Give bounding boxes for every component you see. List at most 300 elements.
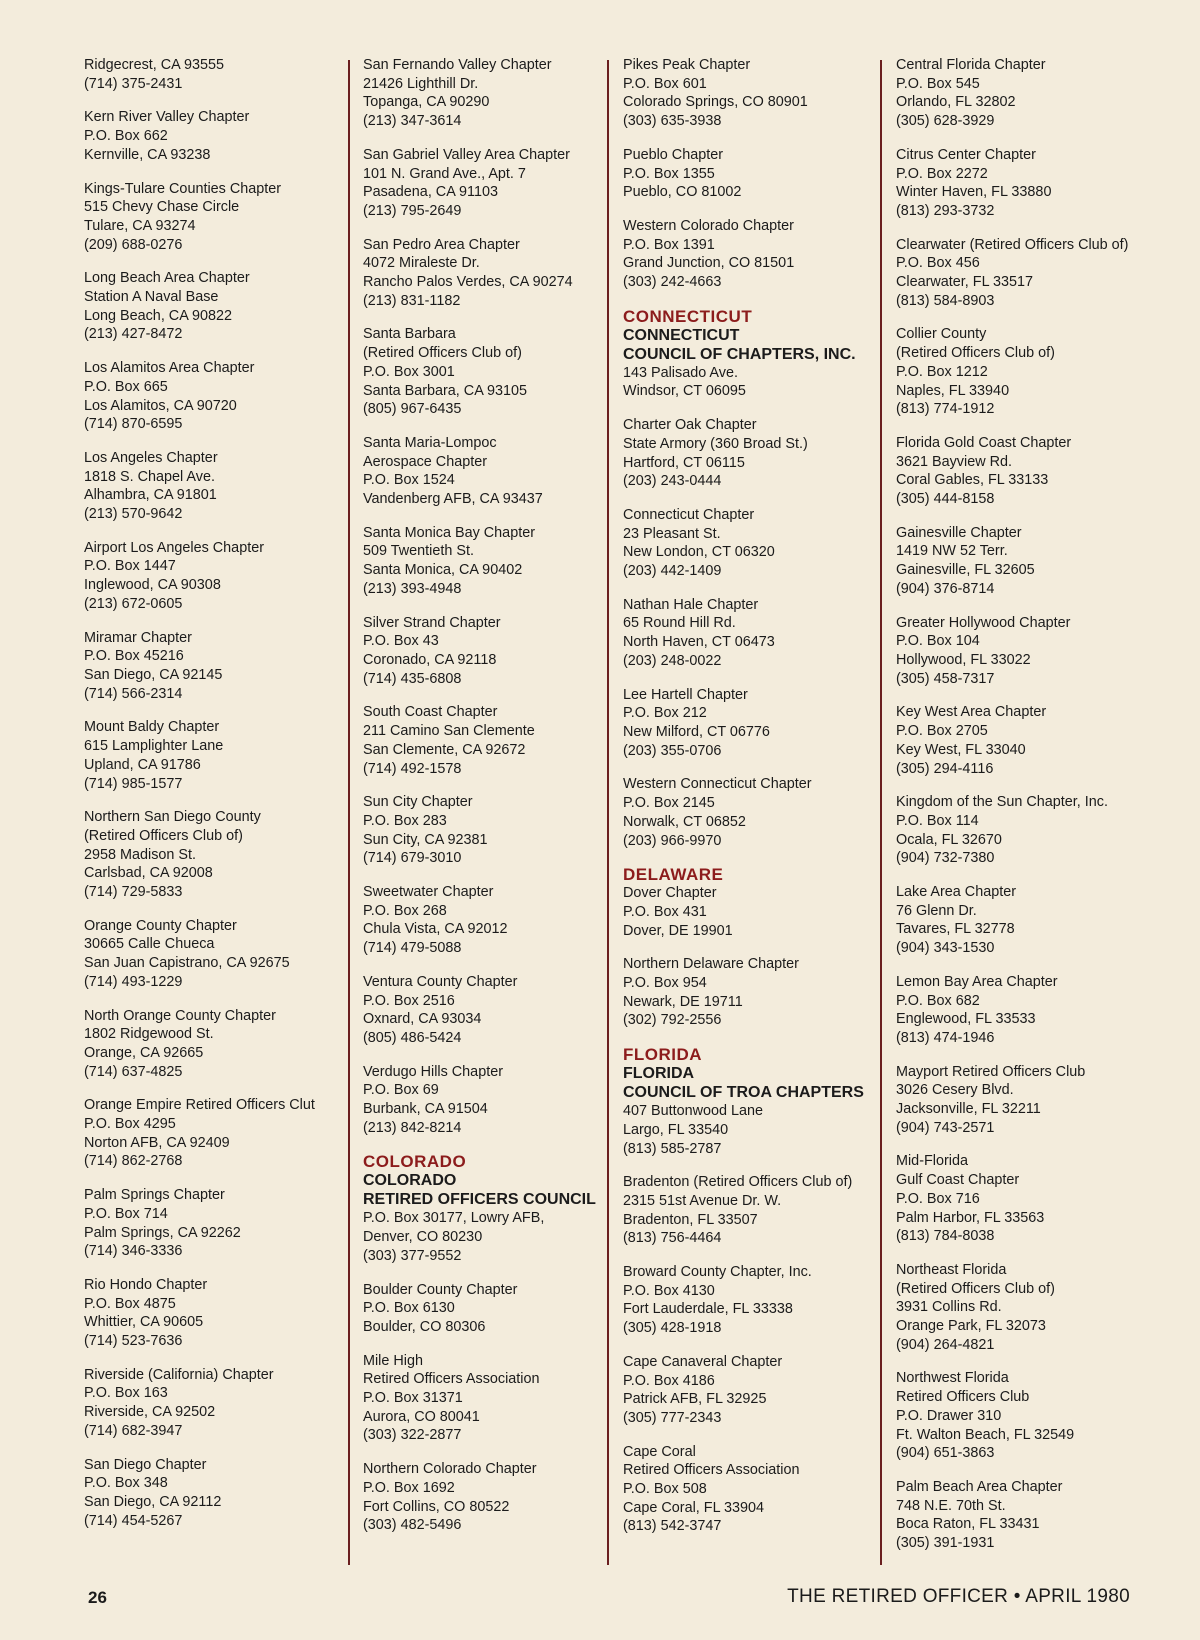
entry-name: Nathan Hale Chapter (623, 596, 759, 613)
entry-name: Key West Area Chapter (896, 704, 1047, 721)
entry-line: Retired Officers Association (363, 1371, 540, 1388)
directory-entry (363, 1460, 608, 1535)
entry-line: (303) 377-9552 (363, 1247, 462, 1264)
entry-line: Hollywood, FL 33022 (896, 651, 1031, 668)
entry-name: Orange County Chapter (84, 917, 237, 934)
directory-entry (84, 1186, 334, 1261)
entry-line: (813) 542-3747 (623, 1518, 722, 1535)
entry-line: (904) 743-2571 (896, 1119, 995, 1136)
entry-name: Northern San Diego County (84, 809, 261, 826)
entry-line: 65 Round Hill Rd. (623, 615, 736, 632)
entry-line: Los Alamitos, CA 90720 (84, 397, 237, 414)
entry-line: P.O. Box 682 (896, 992, 980, 1009)
entry-line: (303) 635-3938 (623, 113, 722, 130)
directory-entry (363, 973, 608, 1048)
entry-line: Retired Officers Club (896, 1389, 1030, 1406)
directory-entry (896, 703, 1186, 778)
directory-entry (623, 1173, 878, 1248)
directory-entry (896, 614, 1186, 689)
entry-line: P.O. Box 69 (363, 1082, 439, 1099)
entry-line: 21426 Lighthill Dr. (363, 75, 479, 92)
entry-line: (813) 585-2787 (623, 1140, 722, 1157)
entry-line: (714) 493-1229 (84, 973, 183, 990)
entry-name: Kingdom of the Sun Chapter, Inc. (896, 794, 1108, 811)
entry-line: P.O. Box 431 (623, 903, 707, 920)
state-heading: CONNECTICUT (623, 306, 753, 326)
entry-line: (714) 870-6595 (84, 416, 183, 433)
entry-line: Carlsbad, CA 92008 (84, 865, 213, 882)
directory-entry (623, 1263, 878, 1338)
entry-line: Palm Harbor, FL 33563 (896, 1209, 1045, 1226)
entry-line: Chula Vista, CA 92012 (363, 921, 508, 938)
entry-line: Patrick AFB, FL 32925 (623, 1391, 767, 1408)
entry-line: P.O. Box 1447 (84, 558, 176, 575)
entry-line: Gulf Coast Chapter (896, 1172, 1020, 1189)
entry-name: 407 Buttonwood Lane (623, 1103, 764, 1120)
entry-line: 515 Chevy Chase Circle (84, 199, 240, 216)
directory-entry (84, 718, 334, 793)
entry-line: (813) 474-1946 (896, 1029, 995, 1046)
entry-line: 30665 Calle Chueca (84, 936, 215, 953)
directory-entry (896, 1152, 1186, 1246)
entry-name: Bradenton (Retired Officers Club of) (623, 1174, 853, 1191)
entry-line: P.O. Box 4875 (84, 1295, 176, 1312)
entry-line: Whittier, CA 90605 (84, 1314, 204, 1331)
entry-name: Cape Coral (623, 1443, 696, 1460)
entry-name: Sun City Chapter (363, 794, 473, 811)
entry-line: 76 Glenn Dr. (896, 902, 977, 919)
entry-name: Boulder County Chapter (363, 1281, 518, 1298)
entry-line: Orange, CA 92665 (84, 1044, 204, 1061)
directory-entry (363, 883, 608, 958)
entry-line: (213) 842-8214 (363, 1119, 462, 1136)
entry-line: (213) 831-1182 (363, 292, 461, 309)
directory-entry (623, 307, 878, 401)
entry-name: Pikes Peak Chapter (623, 57, 751, 73)
directory-entry (84, 1366, 334, 1441)
entry-line: P.O. Box 6130 (363, 1300, 455, 1317)
entry-name: Connecticut Chapter (623, 506, 755, 523)
entry-line: (714) 729-5833 (84, 884, 183, 901)
entry-line: Colorado Springs, CO 80901 (623, 94, 808, 111)
entry-name: Northeast Florida (896, 1261, 1007, 1278)
entry-name: San Fernando Valley Chapter (363, 57, 552, 73)
directory-entry (896, 146, 1186, 221)
directory-entry (363, 1063, 608, 1138)
directory-entry (623, 217, 878, 292)
entry-line: 23 Pleasant St. (623, 525, 721, 542)
entry-line: 2315 51st Avenue Dr. W. (623, 1192, 782, 1209)
entry-name: Dover Chapter (623, 885, 717, 902)
entry-line: (714) 454-5267 (84, 1512, 183, 1529)
entry-line: Inglewood, CA 90308 (84, 577, 221, 594)
entry-line: (904) 264-4821 (896, 1336, 995, 1353)
entry-line: Boulder, CO 80306 (363, 1318, 486, 1335)
entry-name: Collier County (896, 326, 987, 343)
entry-line: (714) 435-6808 (363, 670, 462, 687)
entry-line: Dover, DE 19901 (623, 922, 733, 939)
entry-name: Riverside (California) Chapter (84, 1366, 274, 1383)
directory-entry (84, 917, 334, 992)
directory-entry (896, 236, 1186, 311)
entry-line: Santa Barbara, CA 93105 (363, 382, 528, 399)
directory-entry (84, 1456, 334, 1531)
entry-line: Oxnard, CA 93034 (363, 1011, 482, 1028)
entry-line: Cape Coral, FL 33904 (623, 1499, 765, 1516)
directory-entry (896, 434, 1186, 509)
entry-line: Windsor, CT 06095 (623, 383, 746, 400)
entry-line: P.O. Box 2516 (363, 992, 455, 1009)
directory-entry (84, 539, 334, 614)
directory-entry (623, 596, 878, 671)
entry-name: Mid-Florida (896, 1153, 968, 1170)
entry-name: Santa Barbara (363, 326, 456, 343)
entry-line: (904) 651-3863 (896, 1445, 995, 1462)
entry-line: P.O. Box 545 (896, 75, 980, 92)
directory-entry (896, 56, 1186, 131)
entry-line: P.O. Box 2272 (896, 165, 988, 182)
directory-entry (623, 865, 878, 940)
entry-line: 509 Twentieth St. (363, 543, 474, 560)
council-heading: FLORIDA (623, 1065, 695, 1083)
state-heading: DELAWARE (623, 865, 724, 885)
entry-line: Clearwater, FL 33517 (896, 274, 1034, 291)
entry-line: (302) 792-2556 (623, 1012, 722, 1029)
directory-entry (623, 56, 878, 131)
entry-line: Newark, DE 19711 (623, 993, 743, 1010)
entry-line: P.O. Box 4186 (623, 1372, 715, 1389)
entry-name: South Coast Chapter (363, 704, 498, 721)
entry-line: Santa Monica, CA 90402 (363, 562, 523, 579)
entry-line: Fort Collins, CO 80522 (363, 1498, 510, 1515)
entry-line: P.O. Drawer 310 (896, 1407, 1002, 1424)
directory-entry (84, 1007, 334, 1082)
entry-name: Santa Maria-Lompoc (363, 434, 497, 451)
entry-line: 3931 Collins Rd. (896, 1299, 1002, 1316)
entry-line: (904) 343-1530 (896, 940, 995, 957)
entry-line: 3026 Cesery Blvd. (896, 1082, 1014, 1099)
directory-entry (84, 269, 334, 344)
directory-entry (363, 524, 608, 599)
entry-name: Los Angeles Chapter (84, 449, 218, 466)
entry-line: (805) 967-6435 (363, 401, 462, 418)
directory-entry (84, 180, 334, 255)
council-heading: COLORADO (363, 1172, 457, 1190)
entry-name: Lake Area Chapter (896, 884, 1017, 901)
council-heading: COUNCIL OF CHAPTERS, INC. (623, 345, 856, 363)
entry-line: Englewood, FL 33533 (896, 1011, 1036, 1028)
directory-entry (84, 108, 334, 164)
entry-line: Norton AFB, CA 92409 (84, 1134, 230, 1151)
entry-line: (Retired Officers Club of) (896, 1280, 1055, 1297)
entry-name: Ridgecrest, CA 93555 (84, 57, 224, 73)
directory-entry (363, 1152, 608, 1265)
directory-entry (363, 56, 608, 131)
entry-line: P.O. Box 114 (896, 812, 979, 829)
entry-name: Palm Springs Chapter (84, 1187, 225, 1204)
entry-line: Coral Gables, FL 33133 (896, 472, 1049, 489)
directory-entry (363, 146, 608, 221)
entry-name: Verdugo Hills Chapter (363, 1063, 503, 1080)
entry-line: P.O. Box 508 (623, 1481, 707, 1498)
directory-entry (84, 808, 334, 902)
directory-column-3 (623, 56, 878, 1566)
entry-line: San Diego, CA 92112 (84, 1494, 222, 1510)
entry-name: Clearwater (Retired Officers Club of) (896, 236, 1129, 253)
entry-line: (714) 492-1578 (363, 760, 462, 777)
entry-line: 101 N. Grand Ave., Apt. 7 (363, 165, 526, 182)
entry-name: Citrus Center Chapter (896, 146, 1036, 163)
directory-entry (363, 703, 608, 778)
page-number: 26 (88, 1588, 107, 1607)
column-rule (880, 60, 882, 1565)
entry-name: San Pedro Area Chapter (363, 236, 520, 253)
directory-entry (84, 56, 334, 93)
directory-entry (896, 793, 1186, 868)
entry-line: (213) 795-2649 (363, 202, 462, 219)
entry-name: Mayport Retired Officers Club (896, 1063, 1086, 1080)
entry-line: Upland, CA 91786 (84, 756, 201, 773)
entry-line: (904) 732-7380 (896, 850, 995, 867)
directory-column-2 (363, 56, 608, 1566)
entry-name: Broward County Chapter, Inc. (623, 1264, 812, 1281)
directory-column-4 (896, 56, 1186, 1566)
entry-line: (213) 347-3614 (363, 113, 462, 130)
entry-line: (203) 355-0706 (623, 742, 722, 759)
entry-line: P.O. Box 104 (896, 633, 980, 650)
entry-line: (813) 774-1912 (896, 401, 995, 418)
entry-name: Silver Strand Chapter (363, 614, 501, 631)
entry-line: (305) 458-7317 (896, 670, 995, 687)
entry-line: Fort Lauderdale, FL 33338 (623, 1301, 793, 1318)
entry-line: Coronado, CA 92118 (363, 651, 497, 668)
entry-line: P.O. Box 1355 (623, 165, 715, 182)
entry-line: Aerospace Chapter (363, 453, 487, 470)
directory-entry (896, 1369, 1186, 1463)
entry-line: (813) 293-3732 (896, 202, 995, 219)
entry-line: New Milford, CT 06776 (623, 723, 770, 740)
council-heading: RETIRED OFFICERS COUNCIL (363, 1191, 596, 1209)
entry-name: Lemon Bay Area Chapter (896, 973, 1058, 990)
entry-line: P.O. Box 45216 (84, 648, 184, 665)
entry-line: Pasadena, CA 91103 (363, 184, 498, 201)
entry-line: (714) 679-3010 (363, 850, 462, 867)
entry-line: Tulare, CA 93274 (84, 217, 196, 234)
entry-line: (305) 294-4116 (896, 760, 994, 777)
directory-entry (623, 146, 878, 202)
entry-line: Topanga, CA 90290 (363, 94, 490, 111)
entry-line: (Retired Officers Club of) (896, 345, 1055, 362)
entry-name: Cape Canaveral Chapter (623, 1353, 783, 1370)
entry-name: Northern Colorado Chapter (363, 1461, 537, 1478)
entry-name: Northwest Florida (896, 1370, 1009, 1387)
entry-line: (213) 393-4948 (363, 580, 462, 597)
entry-line: P.O. Box 665 (84, 378, 168, 395)
directory-entry (623, 775, 878, 850)
entry-line: Orange Park, FL 32073 (896, 1318, 1046, 1335)
directory-entry (623, 1443, 878, 1537)
entry-line: (714) 566-2314 (84, 685, 183, 702)
entry-line: P.O. Box 4130 (623, 1282, 715, 1299)
entry-name: San Gabriel Valley Area Chapter (363, 146, 570, 163)
entry-line: P.O. Box 268 (363, 902, 447, 919)
entry-line: (303) 482-5496 (363, 1517, 462, 1534)
entry-line: (Retired Officers Club of) (363, 345, 522, 362)
entry-line: Riverside, CA 92502 (84, 1404, 216, 1421)
entry-line: (714) 682-3947 (84, 1422, 183, 1439)
entry-line: Naples, FL 33940 (896, 382, 1010, 399)
entry-line: San Juan Capistrano, CA 92675 (84, 955, 290, 972)
entry-line: (305) 777-2343 (623, 1409, 722, 1426)
directory-entry (896, 325, 1186, 419)
entry-line: Sun City, CA 92381 (363, 831, 488, 848)
entry-line: P.O. Box 2145 (623, 795, 715, 812)
entry-name: Mount Baldy Chapter (84, 719, 220, 736)
entry-line: 748 N.E. 70th St. (896, 1497, 1006, 1514)
entry-line: P.O. Box 2705 (896, 723, 988, 740)
entry-name: Central Florida Chapter (896, 57, 1046, 73)
council-heading: COUNCIL OF TROA CHAPTERS (623, 1084, 864, 1102)
entry-line: Palm Springs, CA 92262 (84, 1224, 241, 1241)
state-heading: FLORIDA (623, 1045, 703, 1065)
entry-name: Santa Monica Bay Chapter (363, 524, 535, 541)
entry-line: Retired Officers Association (623, 1462, 800, 1479)
entry-name: Greater Hollywood Chapter (896, 614, 1071, 631)
entry-name: 143 Palisado Ave. (623, 364, 738, 381)
entry-line: Denver, CO 80230 (363, 1229, 483, 1246)
directory-entry (84, 629, 334, 704)
entry-line: P.O. Box 1524 (363, 472, 455, 489)
entry-name: Florida Gold Coast Chapter (896, 434, 1072, 451)
entry-line: 1802 Ridgewood St. (84, 1026, 214, 1043)
directory-entry (623, 1045, 878, 1158)
entry-line: Largo, FL 33540 (623, 1121, 729, 1138)
directory-entry (896, 973, 1186, 1048)
entry-line: P.O. Box 1692 (363, 1479, 455, 1496)
entry-line: North Haven, CT 06473 (623, 634, 775, 651)
entry-line: P.O. Box 1212 (896, 363, 988, 380)
entry-name: Western Colorado Chapter (623, 217, 794, 234)
directory-entry (84, 449, 334, 524)
entry-line: Aurora, CO 80041 (363, 1408, 480, 1425)
entry-name: Sweetwater Chapter (363, 884, 494, 901)
directory-entry (623, 955, 878, 1030)
entry-name: P.O. Box 30177, Lowry AFB, (363, 1210, 545, 1227)
entry-line: 1818 S. Chapel Ave. (84, 468, 215, 485)
entry-name: Northern Delaware Chapter (623, 956, 799, 973)
entry-line: Pueblo, CO 81002 (623, 184, 742, 201)
entry-line: (203) 243-0444 (623, 473, 722, 490)
entry-line: (714) 523-7636 (84, 1333, 183, 1350)
entry-line: San Clemente, CA 92672 (363, 741, 526, 758)
directory-entry (623, 1353, 878, 1428)
entry-line: P.O. Box 212 (623, 705, 707, 722)
directory-entry (363, 1352, 608, 1446)
entry-name: Kings-Tulare Counties Chapter (84, 180, 282, 197)
entry-name: Airport Los Angeles Chapter (84, 539, 264, 556)
entry-line: (714) 637-4825 (84, 1063, 183, 1080)
entry-line: 615 Lamplighter Lane (84, 738, 224, 755)
directory-entry (84, 1096, 334, 1171)
entry-line: (203) 442-1409 (623, 563, 722, 580)
column-rule (348, 60, 350, 1565)
entry-line: P.O. Box 716 (896, 1190, 980, 1207)
entry-line: San Diego, CA 92145 (84, 666, 223, 683)
entry-line: (209) 688-0276 (84, 236, 183, 253)
council-heading: CONNECTICUT (623, 326, 740, 344)
directory-entry (623, 506, 878, 581)
entry-line: (813) 584-8903 (896, 292, 995, 309)
entry-line: (303) 322-2877 (363, 1427, 462, 1444)
entry-line: Tavares, FL 32778 (896, 921, 1015, 938)
entry-name: San Diego Chapter (84, 1456, 207, 1473)
entry-line: Ft. Walton Beach, FL 32549 (896, 1426, 1075, 1443)
entry-line: P.O. Box 43 (363, 633, 439, 650)
entry-line: (305) 628-3929 (896, 113, 995, 130)
entry-line: Boca Raton, FL 33431 (896, 1516, 1040, 1533)
entry-line: Ocala, FL 32670 (896, 831, 1002, 848)
entry-name: Los Alamitos Area Chapter (84, 360, 255, 377)
entry-name: Pueblo Chapter (623, 146, 724, 163)
entry-line: Station A Naval Base (84, 289, 219, 306)
entry-line: (305) 444-8158 (896, 491, 995, 508)
directory-entry (896, 1261, 1186, 1355)
entry-name: Charter Oak Chapter (623, 417, 757, 434)
entry-line: P.O. Box 283 (363, 812, 447, 829)
directory-entry (623, 416, 878, 491)
entry-line: P.O. Box 31371 (363, 1390, 463, 1407)
entry-line: 211 Camino San Clemente (363, 723, 535, 740)
entry-line: Burbank, CA 91504 (363, 1101, 488, 1118)
directory-entry (363, 793, 608, 868)
directory-entry (896, 1063, 1186, 1138)
directory-entry (363, 614, 608, 689)
entry-line: P.O. Box 954 (623, 975, 707, 992)
entry-line: P.O. Box 662 (84, 128, 168, 145)
entry-line: (714) 985-1577 (84, 775, 183, 792)
entry-line: Gainesville, FL 32605 (896, 562, 1035, 579)
entry-name: Western Connecticut Chapter (623, 776, 812, 793)
entry-line: P.O. Box 456 (896, 255, 980, 272)
entry-line: (303) 242-4663 (623, 274, 722, 291)
entry-line: P.O. Box 4295 (84, 1116, 176, 1133)
entry-line: New London, CT 06320 (623, 544, 775, 561)
directory-entry (896, 524, 1186, 599)
entry-line: Hartford, CT 06115 (623, 454, 745, 471)
entry-line: (904) 376-8714 (896, 580, 995, 597)
entry-name: North Orange County Chapter (84, 1007, 276, 1024)
directory-entry (363, 325, 608, 419)
entry-line: P.O. Box 601 (623, 75, 707, 92)
entry-line: Long Beach, CA 90822 (84, 307, 233, 324)
entry-line: Norwalk, CT 06852 (623, 813, 746, 830)
entry-name: Lee Hartell Chapter (623, 686, 748, 703)
state-heading: COLORADO (363, 1152, 467, 1172)
entry-line: Winter Haven, FL 33880 (896, 184, 1052, 201)
entry-name: Mile High (363, 1352, 423, 1369)
directory-entry (363, 1281, 608, 1337)
entry-name: Gainesville Chapter (896, 524, 1022, 541)
entry-name: Palm Beach Area Chapter (896, 1479, 1063, 1495)
entry-line: P.O. Box 714 (84, 1205, 168, 1222)
entry-name: Long Beach Area Chapter (84, 270, 250, 287)
entry-line: (813) 784-8038 (896, 1228, 995, 1245)
entry-line: Alhambra, CA 91801 (84, 487, 217, 504)
entry-line: Key West, FL 33040 (896, 741, 1026, 758)
entry-line: (305) 428-1918 (623, 1320, 722, 1337)
entry-line: Vandenberg AFB, CA 93437 (363, 491, 543, 508)
entry-line: (213) 672-0605 (84, 595, 183, 612)
